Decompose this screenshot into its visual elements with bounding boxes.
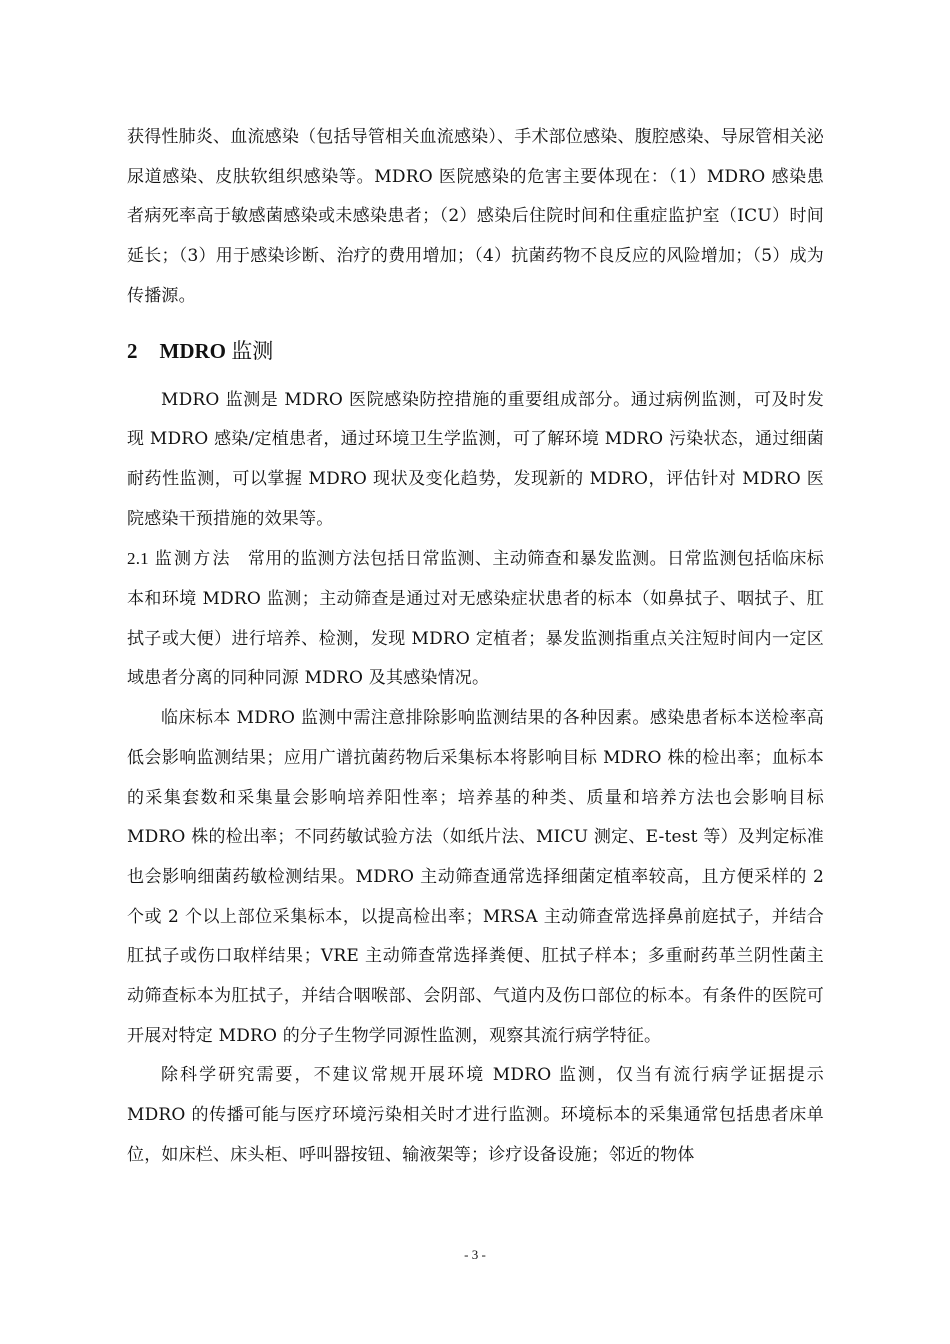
paragraph-mdro-monitoring-intro: MDRO 监测是 MDRO 医院感染防控措施的重要组成部分。通过病例监测，可及时发现 MDRO 感染/定植患者，通过环境卫生学监测，可了解环境 MDRO 污染状态，通过细菌耐药性监测，可以掌握 MDRO 现状及变化趋势，发现新的 MDRO，评估针对 MDRO 医院感染干预措施的效果等。 xyxy=(127,389,824,529)
page-content xyxy=(127,118,824,1176)
page-number: - 3 - xyxy=(464,1247,486,1262)
subsection-title: 监测方法 xyxy=(154,549,232,570)
subsection-body: 常用的监测方法包括日常监测、主动筛查和暴发监测。日常监测包括临床标本和环境 MDRO 监测；主动筛查是通过对无感染症状患者的标本（如鼻拭子、咽拭子、肛拭子或大便）进行培养、检测，发现 MDRO 定植者；暴发监测指重点关注短时间内一定区域患者分离的同种同源 MDRO 及其感染情况。 xyxy=(127,549,824,689)
paragraph-clinical-specimen: 临床标本 MDRO 监测中需注意排除影响监测结果的各种因素。感染患者标本送检率高低会影响监测结果；应用广谱抗菌药物后采集标本将影响目标 MDRO 株的检出率；血标本的采集套数和采集量会影响培养阳性率；培养基的种类、质量和培养方法也会影响目标 MDRO 株的检出率；不同药敏试验方法（如纸片法、MICU 测定、E-test 等）及判定标准也会影响细菌药敏检测结果。MDRO 主动筛查通常选择细菌定植率较高，且方便采样的 2 个或 2 个以上部位采集标本，以提高检出率；MRSA 主动筛查常选择鼻前庭拭子，并结合肛拭子或伤口取样结果；VRE 主动筛查常选择粪便、肛拭子样本；多重耐药革兰阴性菌主动筛查标本为肛拭子，并结合咽喉部、会阴部、气道内及伤口部位的标本。有条件的医院可开展对特定 MDRO 的分子生物学同源性监测，观察其流行病学特征。 xyxy=(127,708,824,1046)
paragraph-environmental-monitoring: 除科学研究需要，不建议常规开展环境 MDRO 监测，仅当有流行病学证据提示 MDRO 的传播可能与医疗环境污染相关时才进行监测。环境标本的采集通常包括患者床单位，如床栏、床头柜、呼叫器按钮、输液架等；诊疗设备设施；邻近的物体 xyxy=(127,1065,824,1165)
section-title-zh: 监测 xyxy=(231,338,274,363)
paragraph-mdro-harm: 获得性肺炎、血流感染（包括导管相关血流感染）、手术部位感染、腹腔感染、导尿管相关泌尿道感染、皮肤软组织感染等。MDRO 医院感染的危害主要体现在：（1）MDRO 感染患者病死率高于敏感菌感染或未感染患者；（2）感染后住院时间和住重症监护室（ICU）时间延长；（3）用于感染诊断、治疗的费用增加；（4）抗菌药物不良反应的风险增加；（5）成为传播源。 xyxy=(127,127,824,306)
section-title-latin: MDRO xyxy=(159,338,226,363)
subsection-number: 2.1 xyxy=(127,549,149,569)
section-heading-2 xyxy=(127,331,824,371)
section-number: 2 xyxy=(127,338,138,363)
paragraph-monitoring-methods xyxy=(127,539,824,699)
